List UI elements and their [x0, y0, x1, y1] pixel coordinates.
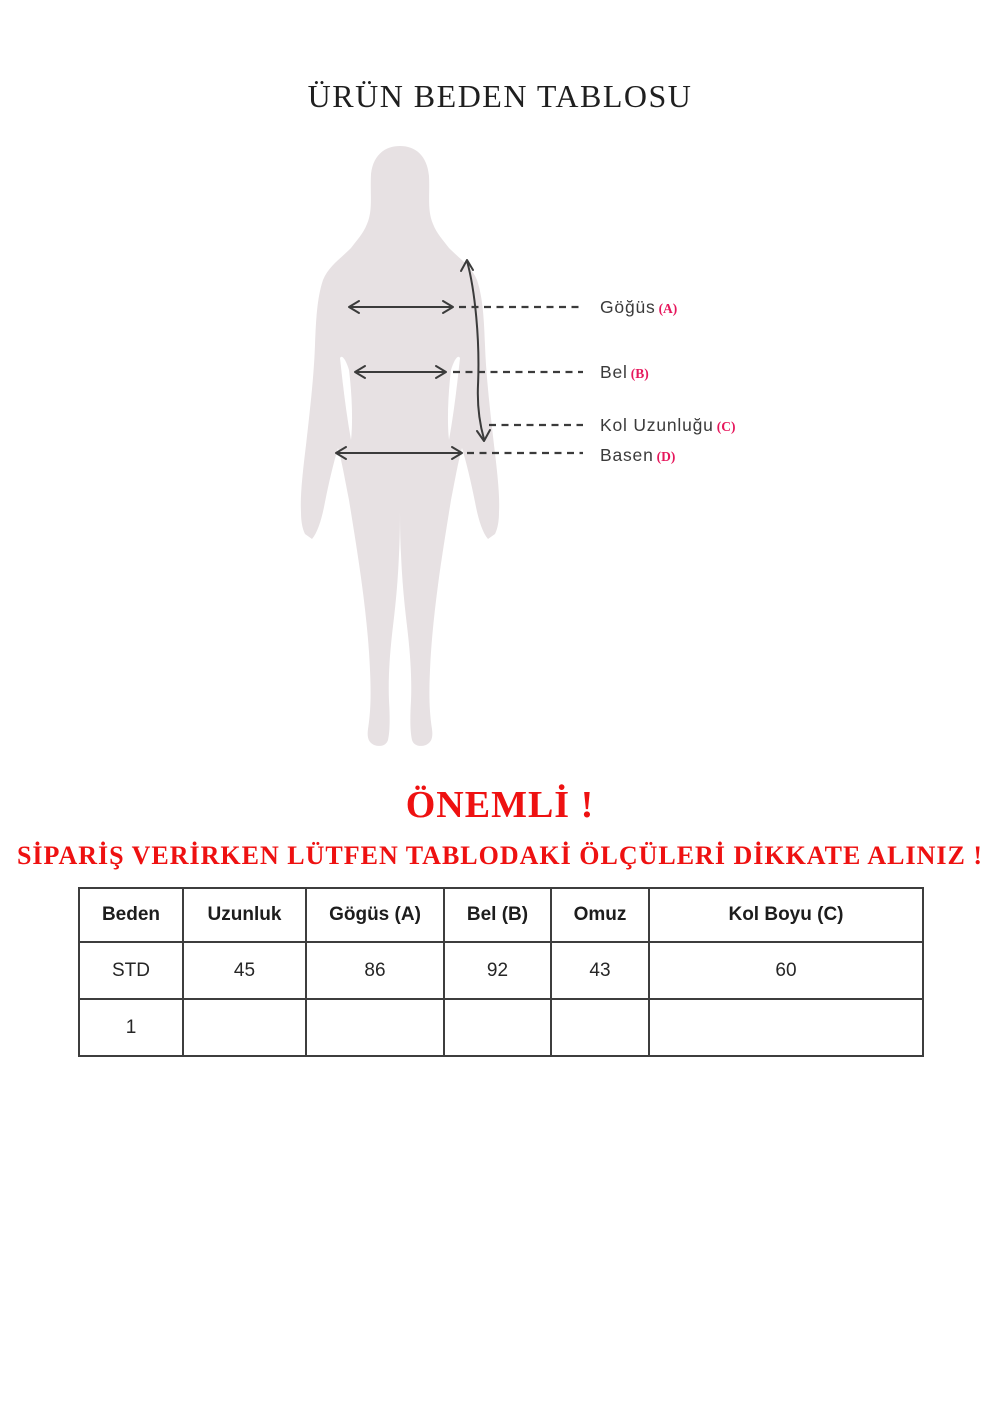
cell-bel: 92 [444, 942, 551, 999]
cell-beden: 1 [79, 999, 183, 1056]
important-heading: ÖNEMLİ ! [405, 784, 595, 826]
dimension-name: Göğüs [600, 297, 656, 317]
header-gogus: Gögüs (A) [306, 888, 444, 942]
cell-omuz: 43 [551, 942, 649, 999]
body-silhouette [301, 146, 499, 746]
female-silhouette-figure [295, 140, 595, 755]
cell-uzunluk: 45 [183, 942, 306, 999]
dimension-name: Kol Uzunluğu [600, 415, 714, 435]
table-row [79, 999, 923, 1056]
cell-uzunluk [183, 999, 306, 1056]
cell-gogus [306, 999, 444, 1056]
dimension-label-chest [600, 296, 677, 318]
dimension-name: Basen [600, 445, 654, 465]
dimension-letter-c: (C) [716, 419, 736, 434]
header-kol-boyu: Kol Boyu (C) [649, 888, 923, 942]
dimension-label-waist [600, 361, 649, 383]
header-beden: Beden [79, 888, 183, 942]
cell-omuz [551, 999, 649, 1056]
size-table [78, 887, 924, 1057]
dimension-label-arm-length [600, 414, 735, 436]
dimension-letter-b: (B) [630, 366, 649, 381]
dimension-letter-a: (A) [658, 301, 678, 316]
header-omuz: Omuz [551, 888, 649, 942]
dimension-name: Bel [600, 362, 628, 382]
cell-bel [444, 999, 551, 1056]
header-uzunluk: Uzunluk [183, 888, 306, 942]
cell-kol-boyu [649, 999, 923, 1056]
dimension-label-hip [600, 444, 675, 466]
header-bel: Bel (B) [444, 888, 551, 942]
important-message: SİPARİŞ VERİRKEN LÜTFEN TABLODAKİ ÖLÇÜLERİ DİKKATE ALINIZ ! [16, 841, 984, 870]
table-row [79, 942, 923, 999]
cell-kol-boyu: 60 [649, 942, 923, 999]
size-table-header-row [79, 888, 923, 942]
cell-gogus: 86 [306, 942, 444, 999]
page-title: ÜRÜN BEDEN TABLOSU [307, 78, 693, 114]
dimension-letter-d: (D) [656, 449, 676, 464]
cell-beden: STD [79, 942, 183, 999]
